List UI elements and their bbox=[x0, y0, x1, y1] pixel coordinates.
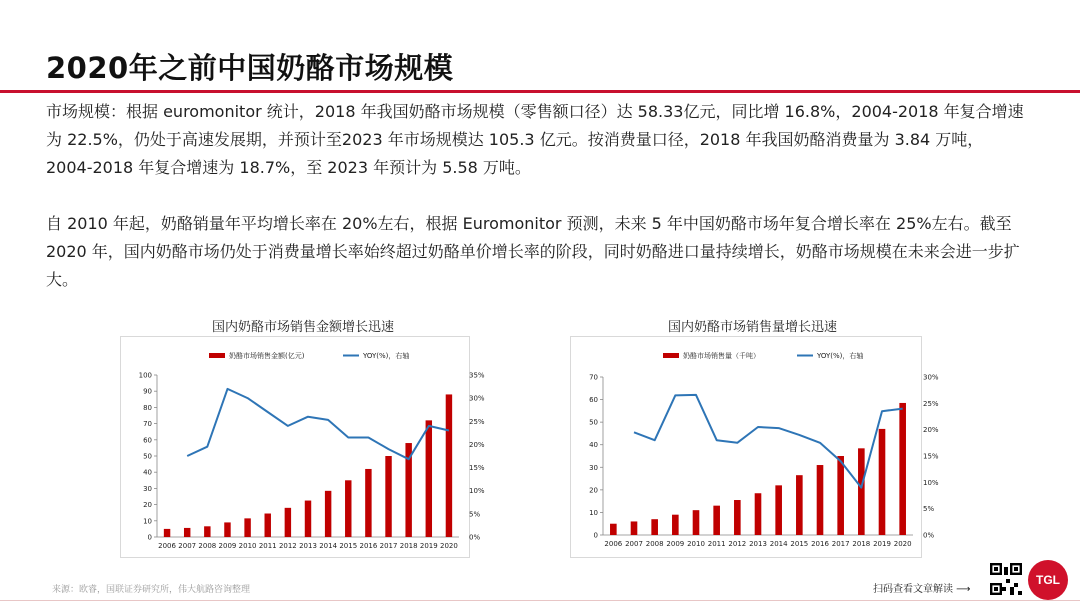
value-chart-y-left-tick-label: 40 bbox=[143, 468, 152, 477]
volume-chart-legend-bar-swatch bbox=[663, 353, 679, 358]
title-divider bbox=[0, 90, 1080, 93]
value-chart-x-tick-label: 2013 bbox=[299, 542, 317, 550]
volume-chart-bar bbox=[713, 506, 720, 535]
value-chart-y-left-tick-label: 50 bbox=[143, 452, 152, 461]
volume-chart-x-tick-label: 2011 bbox=[707, 540, 726, 548]
value-chart-y-right-tick-label: 5% bbox=[469, 510, 481, 519]
value-chart-y-left-tick-label: 10 bbox=[143, 517, 152, 526]
volume-chart-y-right-tick-label: 30% bbox=[923, 373, 939, 382]
volume-chart-x-tick-label: 2019 bbox=[873, 540, 891, 548]
value-chart-bar bbox=[446, 394, 452, 537]
value-chart-x-tick-label: 2007 bbox=[178, 542, 197, 550]
value-chart-x-tick-label: 2018 bbox=[399, 542, 418, 550]
chart-sales-value-svg bbox=[121, 337, 485, 559]
paragraph-growth: 自 2010 年起，奶酪销量年平均增长率在 20%左右，根据 Euromonitor 预测，未来 5 年中国奶酪市场年复合增长率在 25%左右。截至 2020 年，国内奶酪市场仍处于消费量增长率始终超过奶酪单价增长率的阶段，同时奶酪进口量持续增长，奶酪市场规模在未来会进一步扩大。 bbox=[46, 214, 1020, 289]
chart-sales-value bbox=[120, 336, 485, 558]
value-chart-bar bbox=[184, 528, 190, 537]
volume-chart-y-left-tick-label: 60 bbox=[589, 396, 598, 405]
volume-chart-legend-line-label: YOY(%)，右轴 bbox=[817, 352, 864, 360]
value-chart-y-left-tick-label: 100 bbox=[138, 371, 152, 380]
volume-chart-x-tick-label: 2020 bbox=[893, 540, 912, 548]
value-chart-y-left-tick-label: 70 bbox=[143, 420, 152, 429]
volume-chart-y-right-tick-label: 20% bbox=[923, 426, 939, 435]
volume-chart-x-tick-label: 2009 bbox=[666, 540, 685, 548]
volume-chart-y-left-tick-label: 10 bbox=[589, 508, 598, 517]
volume-chart-bar bbox=[899, 403, 906, 535]
value-chart-y-right-tick-label: 35% bbox=[469, 371, 485, 380]
volume-chart-x-tick-label: 2013 bbox=[749, 540, 767, 548]
value-chart-x-tick-label: 2016 bbox=[359, 542, 378, 550]
volume-chart-bar bbox=[817, 465, 824, 535]
value-chart-x-tick-label: 2011 bbox=[258, 542, 277, 550]
footer-divider bbox=[0, 600, 1080, 601]
value-chart-y-left-tick-label: 90 bbox=[143, 387, 152, 396]
value-chart-y-left-tick-label: 30 bbox=[143, 484, 152, 493]
qr-code-icon bbox=[990, 563, 1022, 595]
value-chart-bar bbox=[224, 522, 230, 537]
value-chart-bar bbox=[365, 469, 371, 537]
value-chart-legend-bar-label: 奶酪市场销售金额(亿元) bbox=[229, 352, 305, 360]
tgl-logo: TGL bbox=[1028, 560, 1068, 600]
value-chart-legend-line-label: YOY(%)，右轴 bbox=[363, 352, 410, 360]
value-chart-y-right-tick-label: 15% bbox=[469, 464, 485, 473]
volume-chart-x-tick-label: 2012 bbox=[728, 540, 747, 548]
volume-chart-x-tick-label: 2018 bbox=[852, 540, 871, 548]
value-chart-x-tick-label: 2012 bbox=[278, 542, 297, 550]
volume-chart-y-left-tick-label: 0 bbox=[593, 531, 598, 540]
value-chart-x-tick-label: 2006 bbox=[158, 542, 176, 550]
chart-sales-volume bbox=[570, 336, 939, 558]
value-chart-y-left-tick-label: 0 bbox=[147, 533, 152, 542]
value-chart-bar bbox=[345, 480, 351, 537]
value-chart-bar bbox=[305, 501, 311, 537]
value-chart-bar bbox=[426, 420, 432, 537]
volume-chart-y-left-tick-label: 30 bbox=[589, 463, 598, 472]
volume-chart-x-tick-label: 2010 bbox=[687, 540, 705, 548]
value-chart-bar bbox=[325, 491, 331, 537]
volume-chart-bar bbox=[693, 510, 700, 535]
volume-chart-x-tick-label: 2006 bbox=[604, 540, 623, 548]
volume-chart-x-tick-label: 2015 bbox=[790, 540, 809, 548]
value-chart-bar bbox=[285, 508, 291, 537]
value-chart-x-tick-label: 2010 bbox=[238, 542, 257, 550]
value-chart-bar bbox=[244, 518, 250, 537]
value-chart-x-tick-label: 2017 bbox=[379, 542, 398, 550]
volume-chart-bar bbox=[858, 448, 865, 535]
value-chart-bar bbox=[265, 514, 271, 537]
value-chart-bar bbox=[385, 456, 391, 537]
volume-chart-bar bbox=[672, 515, 679, 535]
value-chart-y-right-tick-label: 25% bbox=[469, 417, 485, 426]
scan-label: 扫码查看文章解读 ⟶ bbox=[873, 584, 971, 595]
volume-chart-x-tick-label: 2007 bbox=[625, 540, 643, 548]
volume-chart-x-tick-label: 2017 bbox=[831, 540, 850, 548]
value-chart-x-tick-label: 2014 bbox=[319, 542, 338, 550]
volume-chart-y-right-tick-label: 10% bbox=[923, 478, 939, 487]
volume-chart-bar bbox=[610, 524, 617, 535]
volume-chart-bar bbox=[734, 500, 741, 535]
volume-chart-bar bbox=[879, 429, 886, 535]
value-chart-y-right-tick-label: 10% bbox=[469, 487, 485, 496]
volume-chart-y-left-tick-label: 20 bbox=[589, 486, 598, 495]
value-chart-y-right-tick-label: 30% bbox=[469, 394, 485, 403]
volume-chart-bar bbox=[775, 485, 782, 535]
chart-title-sales-volume: 国内奶酪市场销售量增长迅速 bbox=[668, 320, 838, 335]
value-chart-y-left-tick-label: 60 bbox=[143, 436, 152, 445]
chart-title-sales-value: 国内奶酪市场销售金额增长迅速 bbox=[212, 320, 395, 335]
value-chart-y-right-tick-label: 0% bbox=[469, 533, 481, 542]
value-chart-bar bbox=[204, 526, 210, 537]
source-note: 来源：欧睿，国联证券研究所，伟大航路咨询整理 bbox=[52, 585, 251, 595]
volume-chart-y-right-tick-label: 5% bbox=[923, 505, 935, 514]
volume-chart-y-left-tick-label: 50 bbox=[589, 418, 598, 427]
volume-chart-bar bbox=[837, 456, 844, 535]
chart-sales-volume-svg bbox=[571, 337, 939, 559]
volume-chart-legend-bar-label: 奶酪市场销售量（千吨） bbox=[683, 352, 760, 360]
volume-chart-y-left-tick-label: 70 bbox=[589, 373, 598, 382]
value-chart-bar bbox=[164, 529, 170, 537]
page-title: 2020年之前中国奶酪市场规模 bbox=[46, 51, 454, 85]
volume-chart-x-tick-label: 2008 bbox=[645, 540, 664, 548]
value-chart-x-tick-label: 2019 bbox=[419, 542, 438, 550]
value-chart-x-tick-label: 2020 bbox=[440, 542, 458, 550]
volume-chart-bar bbox=[796, 475, 803, 535]
volume-chart-x-tick-label: 2014 bbox=[769, 540, 788, 548]
value-chart-x-tick-label: 2015 bbox=[339, 542, 358, 550]
value-chart-y-right-tick-label: 20% bbox=[469, 440, 485, 449]
value-chart-x-tick-label: 2009 bbox=[218, 542, 237, 550]
volume-chart-y-right-tick-label: 15% bbox=[923, 452, 939, 461]
volume-chart-x-tick-label: 2016 bbox=[811, 540, 829, 548]
volume-chart-y-right-tick-label: 25% bbox=[923, 399, 939, 408]
value-chart-y-left-tick-label: 80 bbox=[143, 403, 152, 412]
volume-chart-y-right-tick-label: 0% bbox=[923, 531, 935, 540]
value-chart-x-tick-label: 2008 bbox=[198, 542, 217, 550]
volume-chart-bar bbox=[631, 521, 638, 535]
value-chart-legend-bar-swatch bbox=[209, 353, 225, 358]
volume-chart-y-left-tick-label: 40 bbox=[589, 441, 598, 450]
volume-chart-bar bbox=[651, 519, 658, 535]
value-chart-y-left-tick-label: 20 bbox=[143, 501, 152, 510]
volume-chart-bar bbox=[755, 493, 762, 535]
paragraph-market-size: 市场规模：根据 euromonitor 统计，2018 年我国奶酪市场规模（零售额口径）达 58.33亿元，同比增 16.8%，2004-2018 年复合增速为 22.5%，仍处于高速发展期，并预计至2023 年市场规模达 105.3 亿元。按消费量口径，2018 年我国奶酪消费量为 3.84 万吨，2004-2018 年复合增速为 18.7%，至 2023 年预计为 5.58 万吨。 bbox=[46, 102, 1024, 177]
